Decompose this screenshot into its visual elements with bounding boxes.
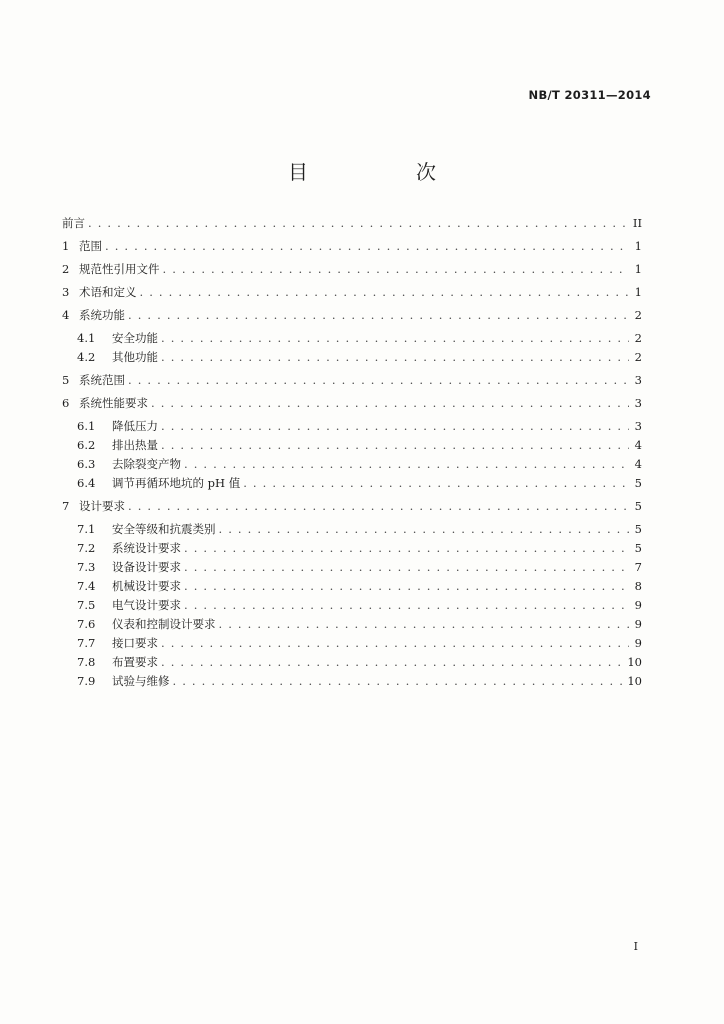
toc-leader-dots: [161, 329, 629, 348]
toc-entry-page: 1: [634, 239, 642, 253]
toc-entry-label: 安全功能: [112, 331, 158, 345]
toc-entry[interactable]: [62, 394, 642, 413]
toc-leader-dots: [243, 474, 629, 493]
toc-entry-page: 9: [634, 617, 642, 631]
toc-entry-label: 系统范围: [79, 373, 125, 387]
toc-leader-dots: [161, 436, 629, 455]
toc-entry-number: 7.2: [77, 541, 96, 555]
standard-code: NB/T 20311—2014: [528, 88, 651, 102]
toc-entry[interactable]: [62, 615, 642, 634]
toc-entry-number: 4.1: [77, 331, 96, 345]
toc-entry-number: 6.2: [77, 438, 96, 452]
toc-entry[interactable]: [62, 283, 642, 302]
toc-entry[interactable]: [62, 260, 642, 279]
toc-entry-label: 安全等级和抗震类别: [112, 522, 216, 536]
toc-leader-dots: [184, 577, 629, 596]
toc-entry-number: 7.3: [77, 560, 96, 574]
toc-leader-dots: [140, 283, 630, 302]
toc-entry[interactable]: [62, 653, 642, 672]
toc-entry[interactable]: [62, 634, 642, 653]
toc-entry-label: 排出热量: [112, 438, 158, 452]
table-of-contents: [62, 214, 642, 691]
toc-entry-number: 7.1: [77, 522, 96, 536]
toc-entry-label: 术语和定义: [79, 285, 137, 299]
toc-entry-number: 5: [62, 373, 70, 387]
toc-entry[interactable]: [62, 329, 642, 348]
toc-entry[interactable]: [62, 520, 642, 539]
toc-entry-page: 10: [627, 674, 642, 688]
toc-entry-label: 其他功能: [112, 350, 158, 364]
toc-entry-number: 7.7: [77, 636, 96, 650]
toc-entry-page: 9: [634, 598, 642, 612]
toc-leader-dots: [184, 596, 629, 615]
toc-entry-label: 去除裂变产物: [112, 457, 181, 471]
toc-entry[interactable]: [62, 417, 642, 436]
toc-entry-label: 设计要求: [79, 499, 125, 513]
toc-entry-page: 3: [634, 419, 642, 433]
toc-entry-page: 5: [634, 541, 642, 555]
toc-entry-number: 7.8: [77, 655, 96, 669]
toc-entry-page: 4: [634, 438, 642, 452]
toc-entry[interactable]: [62, 306, 642, 325]
toc-entry-label: 降低压力: [112, 419, 158, 433]
toc-entry[interactable]: [62, 214, 642, 233]
toc-entry-label: 试验与维修: [112, 674, 170, 688]
toc-entry-page: 5: [634, 499, 642, 513]
toc-entry-label: 机械设计要求: [112, 579, 181, 593]
toc-entry-number: 4.2: [77, 350, 96, 364]
toc-entry-number: 4: [62, 308, 70, 322]
toc-leader-dots: [219, 615, 630, 634]
toc-leader-dots: [184, 558, 629, 577]
toc-entry-label: 布置要求: [112, 655, 158, 669]
toc-entry-number: 2: [62, 262, 70, 276]
toc-entry-number: 7.4: [77, 579, 96, 593]
toc-entry-number: 6.4: [77, 476, 96, 490]
toc-leader-dots: [161, 417, 629, 436]
toc-entry[interactable]: [62, 436, 642, 455]
toc-entry[interactable]: [62, 672, 642, 691]
toc-leader-dots: [151, 394, 629, 413]
toc-entry[interactable]: [62, 596, 642, 615]
toc-entry-page: 2: [634, 331, 642, 345]
toc-entry-number: 1: [62, 239, 70, 253]
toc-entry[interactable]: [62, 455, 642, 474]
toc-entry-page: 8: [634, 579, 642, 593]
toc-entry[interactable]: [62, 539, 642, 558]
toc-entry-page: 3: [634, 373, 642, 387]
toc-entry-page: 2: [634, 350, 642, 364]
toc-entry[interactable]: [62, 348, 642, 367]
toc-entry-page: 2: [634, 308, 642, 322]
toc-leader-dots: [161, 653, 624, 672]
toc-entry-label: 接口要求: [112, 636, 158, 650]
toc-entry-label: 系统性能要求: [79, 396, 148, 410]
toc-leader-dots: [128, 306, 629, 325]
toc-entry[interactable]: [62, 558, 642, 577]
toc-entry-page: 4: [634, 457, 642, 471]
toc-entry-number: 7.9: [77, 674, 96, 688]
toc-entry-label: 范围: [79, 239, 102, 253]
toc-entry-page: 3: [634, 396, 642, 410]
toc-leader-dots: [173, 672, 625, 691]
toc-entry-page: 7: [634, 560, 642, 574]
toc-entry[interactable]: [62, 371, 642, 390]
toc-leader-dots: [128, 371, 629, 390]
toc-entry-page: 1: [634, 262, 642, 276]
toc-leader-dots: [105, 237, 629, 256]
toc-entry-number: 3: [62, 285, 70, 299]
toc-entry-label: 规范性引用文件: [79, 262, 160, 276]
toc-leader-dots: [161, 348, 629, 367]
toc-entry-page: 5: [634, 476, 642, 490]
toc-leader-dots: [184, 455, 629, 474]
toc-entry-number: 7.6: [77, 617, 96, 631]
toc-entry-number: 7.5: [77, 598, 96, 612]
page-number: I: [633, 940, 638, 953]
toc-entry-number: 6.1: [77, 419, 96, 433]
toc-entry-page: 9: [634, 636, 642, 650]
toc-entry[interactable]: [62, 577, 642, 596]
toc-entry-label: 设备设计要求: [112, 560, 181, 574]
toc-entry-number: 6: [62, 396, 70, 410]
toc-leader-dots: [184, 539, 629, 558]
toc-title: 目 次: [288, 160, 480, 184]
toc-entry[interactable]: [62, 497, 642, 516]
toc-entry-label: 仪表和控制设计要求: [112, 617, 216, 631]
toc-leader-dots: [163, 260, 630, 279]
toc-entry[interactable]: [62, 237, 642, 256]
toc-entry-label: 前言: [62, 216, 85, 230]
toc-entry-page: 1: [634, 285, 642, 299]
toc-leader-dots: [161, 634, 629, 653]
toc-entry-page: 5: [634, 522, 642, 536]
toc-leader-dots: [219, 520, 630, 539]
toc-entry-label: 电气设计要求: [112, 598, 181, 612]
toc-entry-number: 7: [62, 499, 70, 513]
toc-leader-dots: [128, 497, 629, 516]
toc-entry-label: 调节再循环地坑的 pH 值: [112, 476, 241, 490]
toc-entry-number: 6.3: [77, 457, 96, 471]
toc-leader-dots: [88, 214, 629, 233]
toc-entry-page: 10: [627, 655, 642, 669]
toc-entry-label: 系统设计要求: [112, 541, 181, 555]
toc-entry[interactable]: [62, 474, 642, 493]
toc-entry-page: II: [632, 216, 642, 230]
toc-entry-label: 系统功能: [79, 308, 125, 322]
